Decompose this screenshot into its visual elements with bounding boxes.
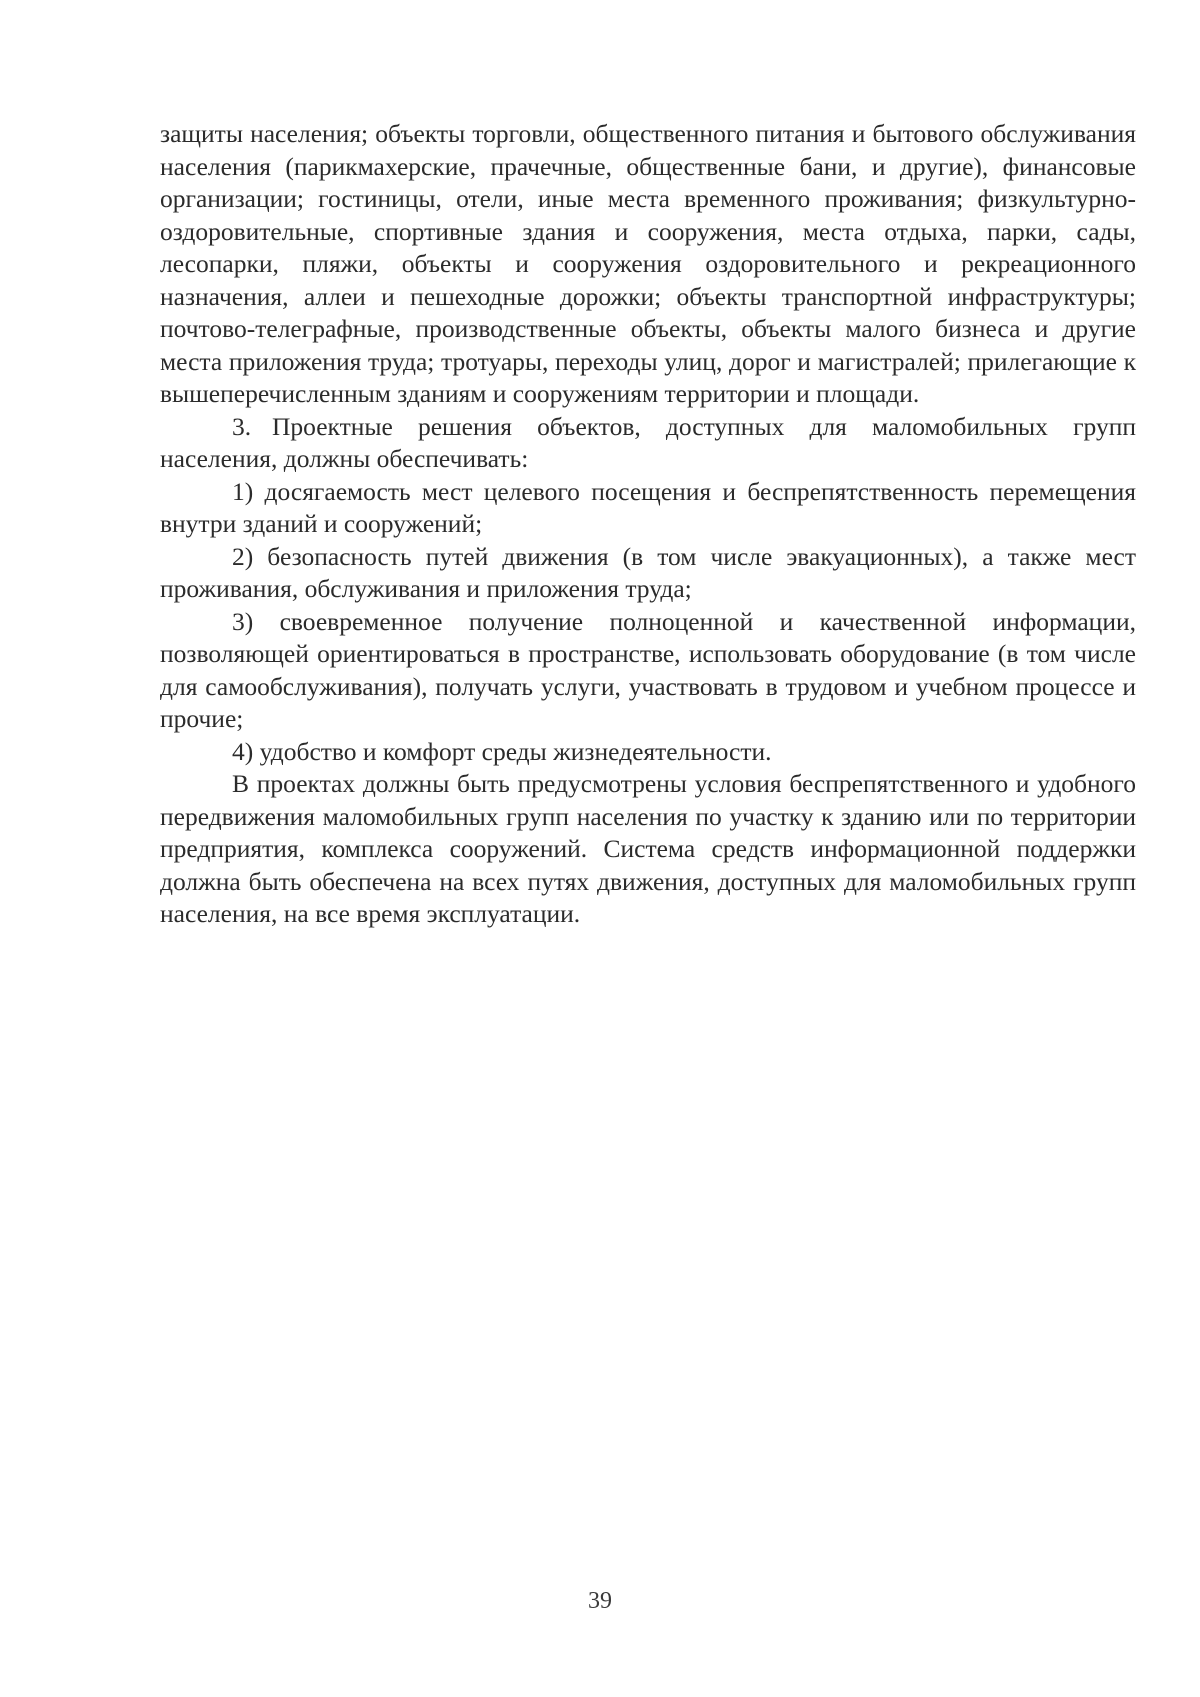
page-number: 39: [588, 1588, 612, 1614]
paragraph-continuation: защиты населения; объекты торговли, общественного питания и бытового обслуживания населения (парикмахерские, прачечные, общественные бани, и другие), финансовые организации; гостиницы, отели, иные места временного проживания; физкультурно-оздоровительные, спортивные здания и сооружения, места отдыха, парки, сады, лесопарки, пляжи, объекты и сооружения оздоровительного и рекреационного назначения, аллеи и пешеходные дорожки; объекты транспортной инфраструктуры; почтово-телеграфные, производственные объекты, объекты малого бизнеса и другие места приложения труда; тротуары, переходы улиц, дорог и магистралей; прилегающие к вышеперечисленным зданиям и сооружениям территории и площади.: [160, 119, 1136, 408]
list-item-1: 1) досягаемость мест целевого посещения и беспрепятственность перемещения внутри зданий и сооружений;: [160, 476, 1136, 538]
list-item-2: 2) безопасность путей движения (в том числе эвакуационных), а также мест проживания, обслуживания и приложения труда;: [160, 541, 1136, 603]
list-item-3: 3) своевременное получение полноценной и качественной информации, позволяющей ориентироваться в пространстве, использовать оборудование (в том числе для самообслуживания), получать услуги, участвовать в трудовом и учебном процессе и прочие;: [160, 606, 1136, 733]
paragraph-section-3: [160, 411, 1136, 476]
document-body: [160, 118, 1136, 931]
list-item-4: 4) удобство и комфорт среды жизнедеятельности.: [232, 736, 772, 766]
section-3-text: Проектные решения объектов, доступных для маломобильных групп населения, должны обеспечивать:: [160, 411, 1136, 473]
paragraph-final: В проектах должны быть предусмотрены условия беспрепятственного и удобного передвижения маломобильных групп населения по участку к зданию или по территории предприятия, комплекса сооружений. Система средств информационной поддержки должна быть обеспечена на всех путях движения, доступных для маломобильных групп населения, на все время эксплуатации.: [160, 769, 1136, 928]
section-number: 3.: [232, 411, 252, 441]
